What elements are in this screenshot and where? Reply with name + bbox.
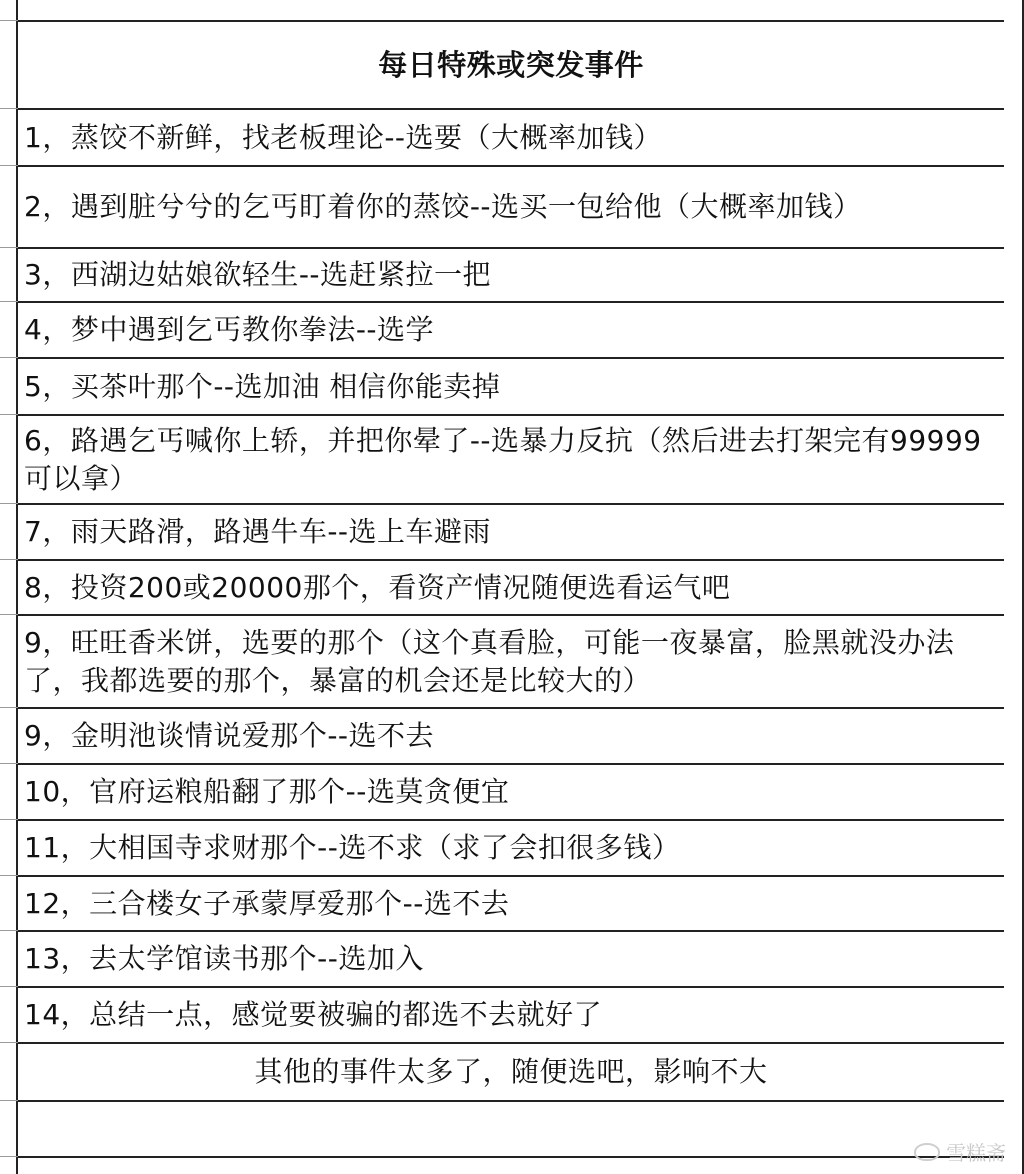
- table-row[interactable]: [18, 167, 1004, 249]
- event-text: 5，买茶叶那个--选加油 相信你能卖掉: [24, 369, 501, 403]
- table-row[interactable]: [18, 821, 1004, 877]
- gutter-divider: [0, 707, 18, 708]
- gutter-divider: [0, 108, 18, 109]
- gutter-divider: [0, 763, 18, 764]
- table-row[interactable]: [18, 561, 1004, 616]
- event-text: 12，三合楼女子承蒙厚爱那个--选不去: [24, 886, 510, 920]
- gutter-divider: [0, 414, 18, 415]
- gutter-divider: [0, 614, 18, 615]
- event-text: 6，路遇乞丐喊你上轿，并把你晕了--选暴力反抗（然后进去打架完有99999可以拿）: [24, 423, 982, 495]
- event-text: 4，梦中遇到乞丐教你拳法--选学: [24, 313, 435, 346]
- gutter-divider: [0, 1100, 18, 1101]
- event-text: 1，蒸饺不新鲜，找老板理论--选要（大概率加钱）: [24, 120, 663, 154]
- gutter-divider: [0, 301, 18, 302]
- table-row[interactable]: [18, 416, 1004, 505]
- table-row[interactable]: [18, 932, 1004, 988]
- gutter-divider: [0, 1156, 18, 1157]
- table-row[interactable]: [18, 249, 1004, 303]
- footer-note-cell[interactable]: [18, 1044, 1004, 1102]
- table-row[interactable]: [18, 709, 1004, 765]
- watermark-text: 雪糕斋: [946, 1141, 1006, 1165]
- gutter-divider: [0, 1042, 18, 1043]
- table-row[interactable]: [18, 765, 1004, 821]
- event-text: 10，官府运粮船翻了那个--选莫贪便宜: [24, 775, 510, 808]
- table-row[interactable]: [18, 359, 1004, 416]
- event-text: 2，遇到脏兮兮的乞丐盯着你的蒸饺--选买一包给他（大概率加钱）: [24, 190, 862, 223]
- event-text: 3，西湖边姑娘欲轻生--选赶紧拉一把: [24, 258, 492, 291]
- gutter-divider: [0, 819, 18, 820]
- table-title-cell[interactable]: [18, 20, 1004, 110]
- gutter-divider: [0, 559, 18, 560]
- gutter-divider: [0, 503, 18, 504]
- gutter-divider: [0, 930, 18, 931]
- event-table: [18, 0, 1024, 1174]
- table-row[interactable]: [18, 505, 1004, 561]
- table-row[interactable]: [18, 616, 1004, 709]
- gutter-divider: [0, 165, 18, 166]
- gutter-divider: [0, 357, 18, 358]
- weibo-icon: [914, 1143, 940, 1161]
- gutter-divider: [0, 875, 18, 876]
- event-text: 13，去太学馆读书那个--选加入: [24, 942, 424, 975]
- gutter-divider: [0, 247, 18, 248]
- event-text: 9，旺旺香米饼，选要的那个（这个真看脸，可能一夜暴富，脸黑就没办法了，我都选要的那个，暴富的机会还是比较大的）: [24, 625, 955, 697]
- table-title: 每日特殊或突发事件: [378, 48, 644, 82]
- table-row[interactable]: [18, 110, 1004, 167]
- watermark: [914, 1137, 1006, 1166]
- gutter-divider: [0, 20, 18, 21]
- event-text: 11，大相国寺求财那个--选不求（求了会扣很多钱）: [24, 831, 681, 864]
- event-text: 7，雨天路滑，路遇牛车--选上车避雨: [24, 515, 492, 548]
- table-row[interactable]: [18, 988, 1004, 1044]
- row-header-gutter: [0, 0, 18, 1174]
- footer-note: 其他的事件太多了，随便选吧，影响不大: [254, 1055, 768, 1088]
- table-row[interactable]: [18, 303, 1004, 359]
- empty-row[interactable]: [18, 1102, 1004, 1158]
- event-text: 14，总结一点，感觉要被骗的都选不去就好了: [24, 998, 603, 1031]
- gutter-divider: [0, 986, 18, 987]
- event-text: 9，金明池谈情说爱那个--选不去: [24, 719, 435, 752]
- event-text: 8，投资200或20000那个，看资产情况随便选看运气吧: [24, 570, 731, 604]
- table-row[interactable]: [18, 877, 1004, 932]
